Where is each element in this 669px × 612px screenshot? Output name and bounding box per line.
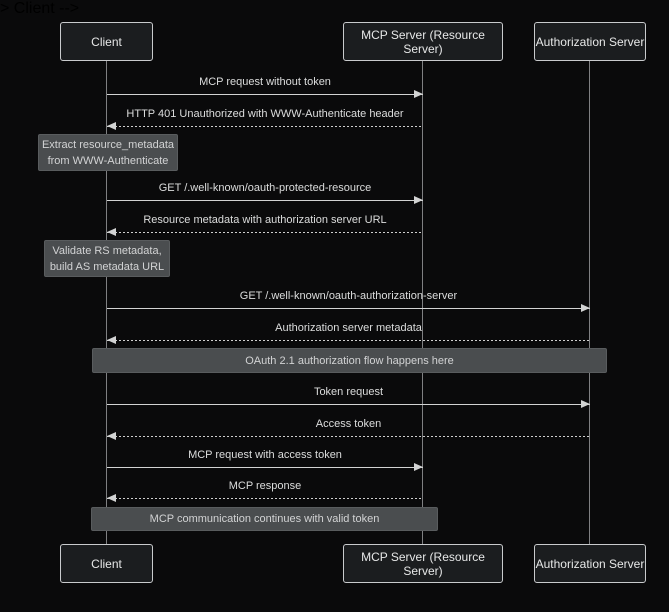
message-label-http-401: HTTP 401 Unauthorized with WWW-Authenticate header xyxy=(126,108,404,120)
actor-client-top: Client xyxy=(60,22,153,61)
actor-auth-server-top: Authorization Server xyxy=(534,22,646,61)
arrowhead-left-icon xyxy=(107,336,116,344)
message-arrow-mcp-request-without-token xyxy=(107,94,423,95)
message-label-mcp-response: MCP response xyxy=(228,480,302,492)
message-arrow-token-request xyxy=(107,404,590,405)
actor-auth-server-bottom: Authorization Server xyxy=(534,544,646,583)
note-line: MCP communication continues with valid token xyxy=(149,513,380,525)
message-label-get-auth-server: GET /.well-known/oauth-authorization-server xyxy=(239,290,458,302)
arrowhead-right-icon xyxy=(581,304,590,312)
arrowhead-right-icon xyxy=(581,400,590,408)
arrowhead-right-icon xyxy=(414,90,423,98)
message-arrow-mcp-request-with-token xyxy=(107,467,423,468)
note-oauth-flow xyxy=(92,348,607,373)
actor-mcp-server-bottom: MCP Server (Resource Server) xyxy=(343,544,503,583)
message-label-access-token: Access token xyxy=(315,418,382,430)
arrowhead-left-icon xyxy=(107,122,116,130)
sequence-diagram: Client MCP Server (Resource Server) Authorization Server MCP request without token > Client --> HTTP 401 Unauthorized with WWW-Authenticate header Extract resource_metadata from WWW-Authenticate GET /.well-known/oauth-protected-resource Resource metadata with authorization server URL Validate RS metadata, build AS metadata URL GET /.well-known/oauth-authorization-server Authorization server metadata OAuth 2.1 authorization flow happens here Token request Access token MCP request with access token MCP response MCP communication continues with valid token Client MCP Server (Resource Server) Authorization Server xyxy=(0,0,669,612)
message-label-mcp-request-with-token: MCP request with access token xyxy=(188,449,342,461)
message-label-mcp-request-without-token: MCP request without token xyxy=(199,76,331,88)
note-line: OAuth 2.1 authorization flow happens here xyxy=(245,354,454,367)
message-arrow-auth-server-metadata xyxy=(107,340,590,341)
note-line: build AS metadata URL xyxy=(49,260,165,273)
arrowhead-right-icon xyxy=(414,463,423,471)
note-line: Validate RS metadata, xyxy=(52,244,162,257)
arrowhead-left-icon xyxy=(107,494,116,502)
arrowhead-right-icon xyxy=(414,196,423,204)
message-arrow-get-auth-server xyxy=(107,308,590,309)
message-label-auth-server-metadata: Authorization server metadata xyxy=(275,322,422,334)
message-arrow-resource-metadata xyxy=(107,232,423,233)
message-arrow-get-protected-resource xyxy=(107,200,423,201)
arrowhead-left-icon xyxy=(107,432,116,440)
message-arrow-http-401 xyxy=(107,126,423,127)
note-line: Extract resource_metadata xyxy=(41,138,175,151)
note-extract-resource-metadata xyxy=(38,134,178,171)
message-label-get-protected-resource: GET /.well-known/oauth-protected-resource xyxy=(158,182,372,194)
message-label-token-request: Token request xyxy=(313,386,384,398)
message-label-resource-metadata: Resource metadata with authorization server URL xyxy=(143,214,387,226)
note-line: from WWW-Authenticate xyxy=(47,154,169,167)
arrowhead-left-icon xyxy=(107,228,116,236)
actor-mcp-server-top: MCP Server (Resource Server) xyxy=(343,22,503,61)
note-mcp-communication-continues xyxy=(91,507,438,531)
message-arrow-mcp-response xyxy=(107,498,423,499)
message-arrow-access-token xyxy=(107,436,590,437)
note-validate-rs-metadata xyxy=(44,240,170,277)
actor-client-bottom: Client xyxy=(60,544,153,583)
